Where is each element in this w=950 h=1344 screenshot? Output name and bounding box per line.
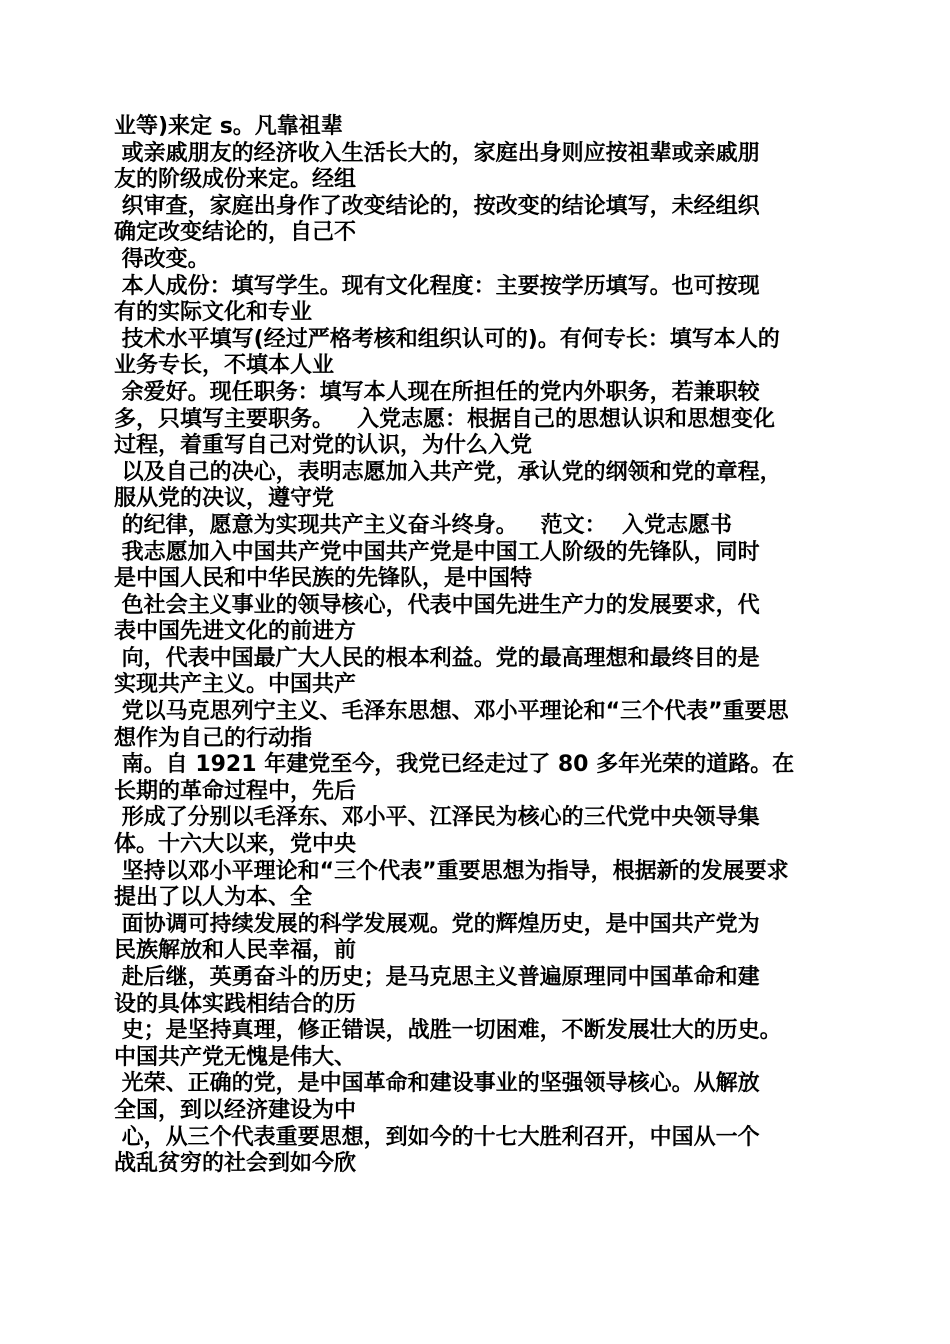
text-line: 设的具体实践相结合的历 bbox=[114, 991, 357, 1017]
text-line: 南。自 1921 年建党至今，我党已经走过了 80 多年光荣的道路。在 bbox=[114, 752, 795, 778]
text-line: 实现共产主义。中国共产 bbox=[114, 672, 357, 698]
text-line: 党以马克思列宁主义、毛泽东思想、邓小平理论和“三个代表”重要思 bbox=[114, 699, 789, 725]
text-line: 心，从三个代表重要思想，到如今的十七大胜利召开，中国从一个 bbox=[114, 1124, 760, 1150]
text-line: 业等)来定 s。凡靠祖辈 bbox=[114, 114, 343, 139]
text-line: 表中国先进文化的前进方 bbox=[114, 619, 357, 645]
text-line: 业务专长，不填本人业 bbox=[114, 353, 335, 379]
text-line: 坚持以邓小平理论和“三个代表”重要思想为指导，根据新的发展要求 bbox=[114, 858, 789, 884]
text-line: 光荣、正确的党，是中国革命和建设事业的坚强领导核心。从解放 bbox=[114, 1071, 760, 1097]
text-line: 全国，到以经济建设为中 bbox=[114, 1097, 357, 1123]
text-line: 确定改变结论的，自己不 bbox=[114, 220, 357, 246]
text-line: 的纪律，愿意为实现共产主义奋斗终身。 范文： 入党志愿书 bbox=[114, 512, 732, 538]
text-line: 体。十六大以来，党中央 bbox=[114, 832, 357, 858]
text-line: 过程，着重写自己对党的认识，为什么入党 bbox=[114, 433, 533, 459]
text-line: 提出了以人为本、全 bbox=[114, 885, 313, 911]
text-line: 我志愿加入中国共产党中国共产党是中国工人阶级的先锋队，同时 bbox=[114, 539, 760, 565]
text-line: 或亲戚朋友的经济收入生活长大的，家庭出身则应按祖辈或亲戚朋 bbox=[114, 140, 760, 166]
text-line: 服从党的决议，遵守党 bbox=[114, 486, 335, 512]
text-line: 色社会主义事业的领导核心，代表中国先进生产力的发展要求，代 bbox=[114, 592, 760, 618]
text-line: 面协调可持续发展的科学发展观。党的辉煌历史，是中国共产党为 bbox=[114, 911, 760, 937]
text-line: 中国共产党无愧是伟大、 bbox=[114, 1044, 357, 1070]
text-line: 形成了分别以毛泽东、邓小平、江泽民为核心的三代党中央领导集 bbox=[114, 805, 760, 831]
text-line: 得改变。 bbox=[114, 246, 210, 272]
text-line: 余爱好。现任职务：填写本人现在所担任的党内外职务，若兼职较 bbox=[114, 379, 760, 405]
text-line: 织审查，家庭出身作了改变结论的，按改变的结论填写，未经组织 bbox=[114, 193, 760, 219]
text-line: 技术水平填写(经过严格考核和组织认可的)。有何专长：填写本人的 bbox=[114, 326, 780, 352]
text-line: 史；是坚持真理，修正错误，战胜一切困难，不断发展壮大的历史。 bbox=[114, 1018, 782, 1044]
text-line: 是中国人民和中华民族的先锋队，是中国特 bbox=[114, 566, 533, 592]
text-line: 以及自己的决心，表明志愿加入共产党，承认党的纲领和党的章程， bbox=[114, 459, 782, 485]
text-line: 长期的革命过程中，先后 bbox=[114, 778, 357, 804]
text-line: 赴后继，英勇奋斗的历史；是马克思主义普遍原理同中国革命和建 bbox=[114, 965, 760, 990]
text-line: 向，代表中国最广大人民的根本利益。党的最高理想和最终目的是 bbox=[114, 645, 760, 671]
text-line: 战乱贫穷的社会到如今欣 bbox=[114, 1151, 357, 1177]
text-line: 本人成份：填写学生。现有文化程度：主要按学历填写。也可按现 bbox=[114, 273, 760, 299]
text-line: 多，只填写主要职务。 入党志愿：根据自己的思想认识和思想变化 bbox=[114, 406, 775, 432]
text-line: 民族解放和人民幸福，前 bbox=[114, 938, 357, 964]
text-line: 有的实际文化和专业 bbox=[114, 300, 313, 326]
text-line: 友的阶级成份来定。经组 bbox=[114, 167, 357, 193]
text-line: 想作为自己的行动指 bbox=[114, 725, 313, 751]
body-text bbox=[114, 114, 844, 1178]
